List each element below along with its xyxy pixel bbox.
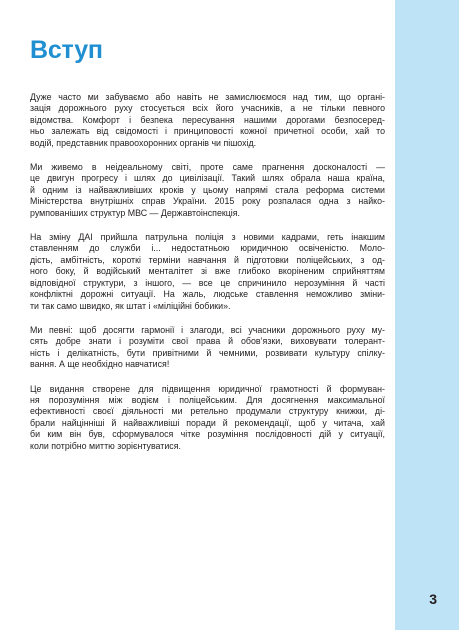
text-line: брали найцінніші й найважливіші поради й рекомендації, щоб у читача, хай — [30, 417, 385, 428]
text-line: би ким він був, сформувалося чітке розуміння послідовності дій у ситуації, — [30, 429, 385, 440]
page-title: Вступ — [30, 36, 103, 64]
text-line: Міністерства внутрішніх справ України. 2015 року розпалася одна з найко- — [30, 196, 385, 207]
text-line: Ми живемо в неідеальному світі, проте саме прагнення досконалості — — [30, 162, 385, 173]
body-text — [30, 92, 385, 465]
text-line: зація дорожнього руху стосується всіх його учасників, а не тільки певного — [30, 103, 385, 114]
text-line: На зміну ДАІ прийшла патрульна поліція з новими кадрами, геть інакшим — [30, 232, 385, 243]
text-line: ність і делікатність, бути привітними й чемними, розвивати культуру спілку- — [30, 347, 385, 358]
text-line: й одним із найважливіших кроків у цьому напрямі стала реформа системи — [30, 184, 385, 195]
text-line: ньо залежать від свідомості і принциповості кожної причетної особи, хай то — [30, 126, 385, 137]
text-line: ня порозуміння між водієм і поліцейським. Для досягнення максимальної — [30, 394, 385, 405]
text-line: конфліктні дорожні ситуації. На жаль, людське ставлення неможливо зміни- — [30, 289, 385, 300]
text-line: ного боку, й водійський менталітет зі вже глибоко вкоріненим сприйняттям — [30, 266, 385, 277]
text-line: Дуже часто ми забуваємо або навіть не замислюємося над тим, що органі- — [30, 92, 385, 102]
decorative-side-band — [395, 0, 459, 630]
text-line: коли потрібно миттю зорієнтуватися. — [30, 440, 181, 451]
paragraph — [30, 384, 385, 452]
text-line: ставленням до служби і... недостатньою юридичною освіченістю. Моло- — [30, 243, 385, 254]
text-line: ти так само швидко, як штат і «міліційні бобики». — [30, 300, 231, 311]
text-line: відповідної структури, з іншого, — все це спричинило нерозуміння й часті — [30, 277, 385, 288]
paragraph — [30, 232, 385, 312]
text-line: водій, представник правоохоронних органів чи пішохід. — [30, 137, 257, 148]
text-line: сять добре знати і розуміти свої права й обов’язки, виховувати толерант- — [30, 336, 385, 347]
text-line: відомства. Комфорт і безпека пересування нашими дорогами безпосеред- — [30, 114, 385, 125]
paragraph — [30, 325, 385, 371]
text-line: Ми певні: щоб досягти гармонії і злагоди, всі учасники дорожнього руху му- — [30, 324, 385, 335]
text-line: ефективності своєї діяльності ми ретельно продумали структуру книжки, ді- — [30, 406, 385, 417]
text-line: Це видання створене для підвищення юридичної грамотності й формуван- — [30, 383, 385, 394]
paragraph — [30, 162, 385, 219]
page-number: 3 — [429, 591, 437, 607]
paragraph — [30, 92, 385, 149]
text-line: це двигун прогресу і шлях до цивілізації. Такий шлях обрала наша країна, — [30, 173, 385, 184]
text-line: вання. А ще необхідно навчатися! — [30, 359, 170, 370]
text-line: румпованіших структур МВС — Державтоінспекція. — [30, 207, 241, 218]
text-line: дість, амбітність, короткі терміни навчання й підготовки поліцейських, з од- — [30, 254, 385, 265]
